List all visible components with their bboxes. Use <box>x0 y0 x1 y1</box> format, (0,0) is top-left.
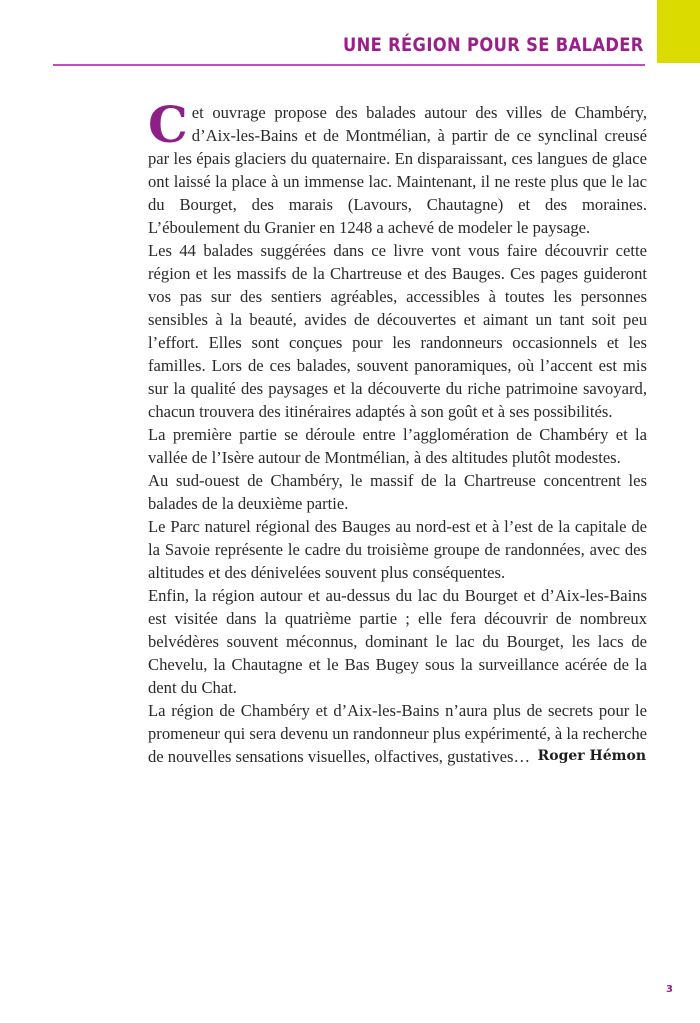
header-divider <box>53 64 645 66</box>
paragraph-6: Enfin, la région autour et au-dessus du lac du Bourget et d’Aix-les-Bains est visitée dans la quatrième partie ; elle fera découvrir de nombreux belvédères souvent méconnus, dominant le lac du Bourget, les lacs de Chevelu, la Chautagne et le Bas Bugey sous la surveillance acérée de la dent du Chat. <box>148 586 647 697</box>
paragraph-4: Au sud-ouest de Chambéry, le massif de la Chartreuse concentrent les balades de la deuxième partie. <box>148 471 647 513</box>
paragraph-2: Les 44 balades suggérées dans ce livre vont vous faire découvrir cette région et les massifs de la Chartreuse et des Bauges. Ces pages guideront vos pas sur des sentiers agréables, accessibles à toutes les personnes sensibles à la beauté, avides de découvertes et aimant un tant soit peu l’effort. Elles sont conçues pour les randonneurs occasionnels et les familles. Lors de ces balades, souvent panoramiques, où l’accent est mis sur la qualité des paysages et la découverte du riche patrimoine savoyard, chacun trouvera des itinéraires adaptés à son goût et à ses possibilités. <box>148 241 647 421</box>
paragraph-1 <box>148 95 647 239</box>
paragraph-3: La première partie se déroule entre l’agglomération de Chambéry et la vallée de l’Isère autour de Montmélian, à des altitudes plutôt modestes. <box>148 425 647 467</box>
paragraph-5: Le Parc naturel régional des Bauges au nord-est et à l’est de la capitale de la Savoie représente le cadre du troisième groupe de randonnées, avec des altitudes et des dénivelées souvent plus conséquentes. <box>148 517 647 582</box>
introduction-text <box>148 95 647 768</box>
author-signature: Roger Hémon <box>537 748 646 764</box>
section-title: UNE RÉGION POUR SE BALADER <box>343 34 644 56</box>
drop-cap: C <box>148 95 188 154</box>
page-corner-accent-block <box>657 0 700 63</box>
paragraph-7: La région de Chambéry et d’Aix-les-Bains n’aura plus de secrets pour le promeneur qui sera devenu un randonneur plus expérimenté, à la recherche de nouvelles sensations visuelles, olfactives, gustatives… <box>148 701 647 766</box>
page-number: 3 <box>666 984 673 995</box>
paragraph-1-text: et ouvrage propose des balades autour des villes de Chambéry, d’Aix-les-Bains et de Montmélian, à partir de ce synclinal creusé par les épais glaciers du quaternaire. En disparaissant, ces langues de glace ont laissé la place à un immense lac. Maintenant, il ne reste plus que le lac du Bourget, des marais (Lavours, Chautagne) et des moraines. L’éboulement du Granier en 1248 a achevé de modeler le paysage. <box>148 103 647 237</box>
